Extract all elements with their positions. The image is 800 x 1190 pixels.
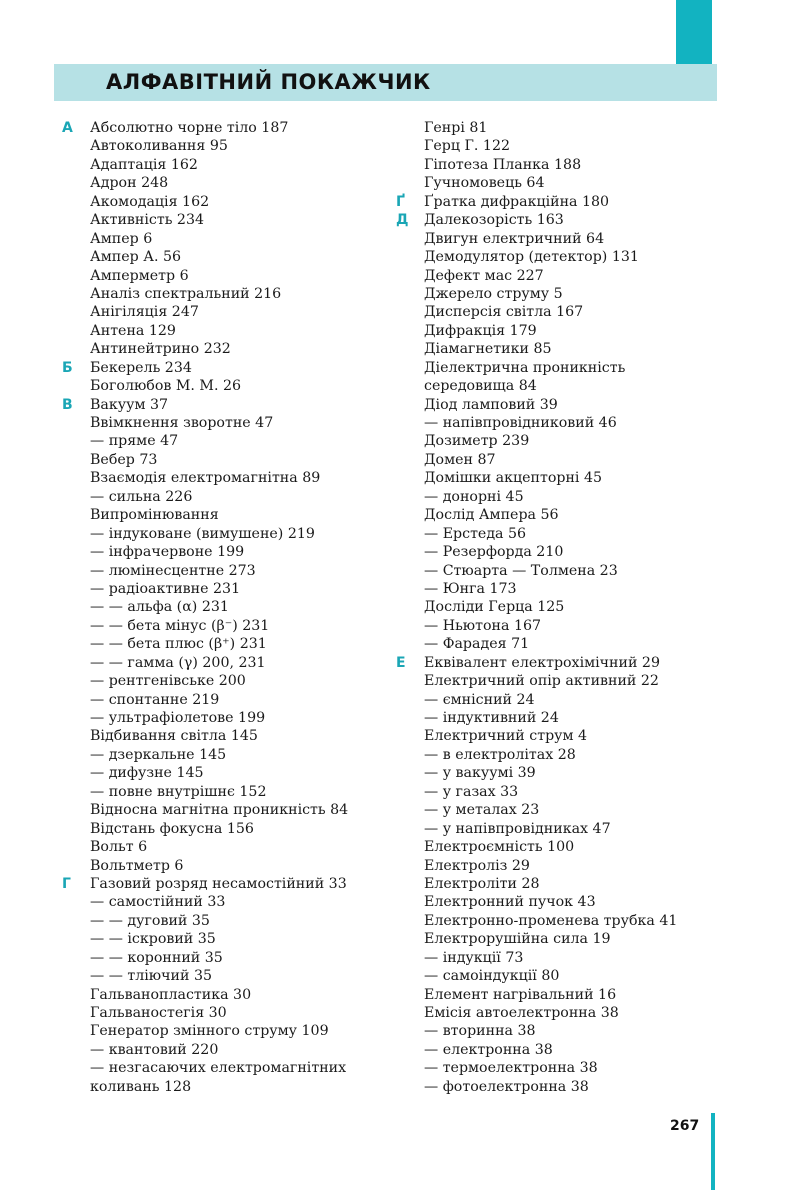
index-entry xyxy=(62,248,382,266)
index-entry xyxy=(62,672,382,690)
index-entry xyxy=(62,764,382,782)
index-entry-text: коливань 128 xyxy=(90,1078,192,1095)
index-entry-text: Електроліз 29 xyxy=(424,857,530,874)
section-letter: А xyxy=(62,120,73,136)
index-entry-text: Гальваностегія 30 xyxy=(90,1005,227,1021)
index-entry-text: Вольт 6 xyxy=(90,839,148,856)
index-entry-text: Гіпотеза Планка 188 xyxy=(424,156,582,173)
index-entry-text: Електроємність 100 xyxy=(424,839,575,856)
index-entry xyxy=(396,949,716,967)
index-entry xyxy=(396,119,716,137)
section-letter: Ґ xyxy=(396,193,405,210)
index-entry xyxy=(62,230,382,248)
index-entry-text: — — альфа (α) 231 xyxy=(90,599,229,616)
index-entry-text: — самостійний 33 xyxy=(90,894,226,911)
index-entry xyxy=(396,248,716,266)
index-entry xyxy=(62,912,382,930)
index-entry xyxy=(62,359,382,377)
index-entry-text: Діамагнетики 85 xyxy=(424,341,552,358)
index-entry-text: — радіоактивне 231 xyxy=(90,580,241,597)
index-entry xyxy=(62,488,382,506)
index-entry xyxy=(396,691,716,709)
index-entry xyxy=(396,617,716,635)
index-entry-text: — у вакуумі 39 xyxy=(424,765,536,782)
index-entry xyxy=(62,506,382,524)
index-entry-text: Дослід Ампера 56 xyxy=(424,507,559,524)
index-entry xyxy=(62,174,382,192)
index-entry xyxy=(62,451,382,469)
index-entry-text: — Юнга 173 xyxy=(424,580,517,597)
index-entry xyxy=(396,414,716,432)
index-entry xyxy=(62,1041,382,1059)
index-entry xyxy=(62,875,382,893)
index-entry-text: — Стюарта — Толмена 23 xyxy=(424,562,618,579)
index-entry-text: Амперметр 6 xyxy=(90,267,189,284)
index-entry xyxy=(62,691,382,709)
index-entry xyxy=(396,764,716,782)
index-entry xyxy=(62,727,382,745)
index-entry xyxy=(62,119,382,137)
index-entry xyxy=(62,617,382,635)
index-entry xyxy=(62,267,382,285)
index-entry xyxy=(62,414,382,432)
index-entry-text: середовища 84 xyxy=(424,378,537,395)
index-entry-text: — — іскровий 35 xyxy=(90,931,216,948)
index-entry-text: — Резерфорда 210 xyxy=(424,544,564,561)
index-entry-text: Ввімкнення зворотне 47 xyxy=(90,415,274,431)
index-entry xyxy=(396,396,716,414)
index-entry xyxy=(396,193,716,211)
index-entry xyxy=(62,709,382,727)
index-entry-text: Домішки акцепторні 45 xyxy=(424,470,603,487)
index-entry xyxy=(396,967,716,985)
index-entry-text: — повне внутрішнє 152 xyxy=(90,783,267,800)
index-entry-text: Відстань фокусна 156 xyxy=(90,820,254,837)
index-entry xyxy=(396,137,716,155)
index-entry xyxy=(62,838,382,856)
index-entry xyxy=(396,580,716,598)
index-entry-text: Двигун електричний 64 xyxy=(424,230,605,247)
section-letter: Д xyxy=(396,212,409,229)
index-entry-text: Електричний опір активний 22 xyxy=(424,673,659,690)
index-entry-text: — — бета мінус (β⁻) 231 xyxy=(90,617,270,634)
index-entry xyxy=(62,543,382,561)
index-entry xyxy=(62,469,382,487)
index-entry xyxy=(396,562,716,580)
index-entry-text: Акомодація 162 xyxy=(90,193,210,210)
index-entry-text: Адаптація 162 xyxy=(90,156,198,173)
index-entry xyxy=(396,488,716,506)
index-entry-text: — індуковане (вимушене) 219 xyxy=(90,525,315,542)
index-entry-text: Аналіз спектральний 216 xyxy=(90,285,282,302)
index-entry-text: — — коронний 35 xyxy=(90,949,223,966)
index-entry-text: — термоелектронна 38 xyxy=(424,1060,598,1077)
index-entry xyxy=(62,635,382,653)
index-entry xyxy=(62,156,382,174)
index-entry-text: Електронний пучок 43 xyxy=(424,894,596,911)
index-entry xyxy=(62,949,382,967)
index-entry xyxy=(62,746,382,764)
index-entry-text: — донорні 45 xyxy=(424,488,524,505)
index-entry xyxy=(62,322,382,340)
index-entry-text: — вторинна 38 xyxy=(424,1023,536,1040)
index-entry-text: — люмінесцентне 273 xyxy=(90,562,256,579)
index-entry-text: Герц Г. 122 xyxy=(424,138,510,155)
index-entry xyxy=(396,986,716,1004)
index-entry xyxy=(396,857,716,875)
index-entry xyxy=(396,506,716,524)
index-entry-text: — електронна 38 xyxy=(424,1041,553,1058)
index-entry-text: — самоіндукції 80 xyxy=(424,968,560,985)
index-entry-text: — — бета плюс (β⁺) 231 xyxy=(90,636,267,653)
index-column-left xyxy=(62,119,382,1096)
index-entry-text: Вакуум 37 xyxy=(90,396,169,413)
index-entry xyxy=(396,727,716,745)
index-entry-text: Досліди Герца 125 xyxy=(424,599,565,616)
index-entry-text: Відносна магнітна проникність 84 xyxy=(90,802,349,819)
index-entry-text: — сильна 226 xyxy=(90,488,193,505)
index-entry-text: Діелектрична проникність xyxy=(424,359,626,376)
index-entry xyxy=(396,156,716,174)
index-entry-text: Елемент нагрівальний 16 xyxy=(424,986,617,1003)
index-entry-text: Еквівалент електрохімічний 29 xyxy=(424,654,660,671)
index-entry xyxy=(62,1004,382,1022)
index-entry xyxy=(396,1004,716,1022)
index-entry-text: — Ерстеда 56 xyxy=(424,525,527,542)
index-entry-text: Випромінювання xyxy=(90,507,219,524)
index-entry-text: — Ньютона 167 xyxy=(424,617,542,634)
index-entry-text: — напівпровідниковий 46 xyxy=(424,415,617,431)
index-entry-text: Активність 234 xyxy=(90,212,205,229)
index-entry xyxy=(62,857,382,875)
index-entry-text: — ультрафіолетове 199 xyxy=(90,710,266,726)
index-entry xyxy=(396,543,716,561)
index-entry-text: Анігіляція 247 xyxy=(90,304,199,321)
index-entry xyxy=(62,562,382,580)
index-entry xyxy=(62,893,382,911)
page-edge-rule xyxy=(711,1113,715,1190)
index-entry-text: — — тліючий 35 xyxy=(90,968,213,985)
index-entry xyxy=(396,635,716,653)
index-entry xyxy=(62,967,382,985)
index-entry xyxy=(62,285,382,303)
index-entry-text: — у металах 23 xyxy=(424,802,540,819)
index-entry xyxy=(62,1078,382,1096)
index-entry-text: Вебер 73 xyxy=(90,451,158,468)
index-entry-text: Далекозорість 163 xyxy=(424,212,564,229)
index-entry-text: Ґратка дифракційна 180 xyxy=(424,193,610,210)
page-number: 267 xyxy=(670,1118,700,1134)
index-entry xyxy=(396,746,716,764)
section-letter: Б xyxy=(62,359,73,376)
index-entry xyxy=(62,1022,382,1040)
index-entry-text: Боголюбов М. М. 26 xyxy=(90,378,242,395)
index-entry-text: — рентгенівське 200 xyxy=(90,673,246,690)
index-entry-text: — фотоелектронна 38 xyxy=(424,1078,589,1095)
index-entry xyxy=(396,893,716,911)
index-entry-text: Газовий розряд несамостійний 33 xyxy=(90,875,347,892)
index-entry xyxy=(396,267,716,285)
index-entry xyxy=(62,340,382,358)
index-entry xyxy=(396,359,716,377)
index-entry-text: — спонтанне 219 xyxy=(90,691,220,708)
index-entry xyxy=(396,783,716,801)
index-entry xyxy=(396,654,716,672)
index-entry xyxy=(62,654,382,672)
index-entry-text: — — дуговий 35 xyxy=(90,912,210,929)
index-entry-text: — дзеркальне 145 xyxy=(90,746,227,763)
index-entry-text: Антена 129 xyxy=(90,322,176,339)
index-entry xyxy=(396,525,716,543)
index-entry xyxy=(396,820,716,838)
index-entry-text: — у напівпровідниках 47 xyxy=(424,820,611,837)
index-entry xyxy=(62,580,382,598)
index-entry xyxy=(396,1078,716,1096)
index-entry-text: Дисперсія світла 167 xyxy=(424,304,584,321)
index-entry xyxy=(396,340,716,358)
index-entry-text: Абсолютно чорне тіло 187 xyxy=(90,120,289,136)
index-entry xyxy=(396,377,716,395)
index-entry xyxy=(62,432,382,450)
index-entry-text: Електрорушійна сила 19 xyxy=(424,931,611,948)
index-entry-text: — в електролітах 28 xyxy=(424,746,576,763)
index-entry-text: — дифузне 145 xyxy=(90,765,204,782)
index-entry xyxy=(396,285,716,303)
index-entry-text: Електричний струм 4 xyxy=(424,728,588,745)
index-entry-text: Гучномовець 64 xyxy=(424,175,545,192)
index-entry-text: Ампер А. 56 xyxy=(90,249,182,266)
index-entry-text: Антинейтрино 232 xyxy=(90,341,231,358)
index-entry xyxy=(396,174,716,192)
index-entry xyxy=(62,211,382,229)
index-entry xyxy=(396,322,716,340)
index-entry xyxy=(396,875,716,893)
index-entry-text: — — гамма (γ) 200, 231 xyxy=(90,654,266,671)
index-entry-text: — ємнісний 24 xyxy=(424,691,535,708)
index-entry xyxy=(396,598,716,616)
index-entry-text: Електронно-променева трубка 41 xyxy=(424,912,678,929)
index-entry xyxy=(62,820,382,838)
index-entry xyxy=(62,930,382,948)
index-entry-text: Адрон 248 xyxy=(90,175,169,192)
index-entry-text: Автоколивання 95 xyxy=(90,138,228,155)
top-accent-tab xyxy=(676,0,712,64)
index-entry-text: — у газах 33 xyxy=(424,783,519,800)
index-entry-text: — індуктивний 24 xyxy=(424,710,559,726)
index-entry-text: Бекерель 234 xyxy=(90,359,192,376)
section-letter: Г xyxy=(62,875,71,892)
index-entry xyxy=(62,303,382,321)
index-entry xyxy=(396,1059,716,1077)
index-entry xyxy=(396,1022,716,1040)
index-entry xyxy=(396,930,716,948)
index-entry xyxy=(396,709,716,727)
index-entry xyxy=(62,193,382,211)
index-entry xyxy=(62,137,382,155)
index-entry-text: Дифракція 179 xyxy=(424,322,537,339)
index-entry-text: Дефект мас 227 xyxy=(424,267,544,284)
index-entry-text: Генрі 81 xyxy=(424,120,488,136)
index-entry xyxy=(396,838,716,856)
index-entry-text: Електроліти 28 xyxy=(424,875,540,892)
index-entry xyxy=(62,783,382,801)
index-entry xyxy=(396,1041,716,1059)
index-entry xyxy=(62,986,382,1004)
index-entry xyxy=(396,469,716,487)
index-entry xyxy=(62,598,382,616)
index-entry-text: Відбивання світла 145 xyxy=(90,728,258,745)
index-entry-text: Вольтметр 6 xyxy=(90,857,184,874)
index-entry-text: — пряме 47 xyxy=(90,433,179,450)
index-entry-text: Домен 87 xyxy=(424,451,496,468)
index-entry-text: — квантовий 220 xyxy=(90,1041,219,1058)
index-column-right xyxy=(396,119,716,1096)
index-entry-text: Гальванопластика 30 xyxy=(90,986,252,1003)
index-entry-text: Емісія автоелектронна 38 xyxy=(424,1005,619,1021)
index-entry xyxy=(396,912,716,930)
index-entry-text: — незгасаючих електромагнітних xyxy=(90,1060,347,1077)
index-entry xyxy=(396,211,716,229)
index-entry xyxy=(396,801,716,819)
index-entry-text: Дозиметр 239 xyxy=(424,433,530,450)
index-entry xyxy=(62,377,382,395)
index-entry xyxy=(62,801,382,819)
section-letter: В xyxy=(62,396,73,413)
index-entry-text: Взаємодія електромагнітна 89 xyxy=(90,470,321,487)
index-entry xyxy=(396,672,716,690)
page-title: АЛФАВІТНИЙ ПОКАЖЧИК xyxy=(106,70,431,94)
section-letter: Е xyxy=(396,654,406,671)
index-entry xyxy=(62,396,382,414)
index-entry-text: — Фарадея 71 xyxy=(424,636,530,653)
index-entry xyxy=(62,1059,382,1077)
index-entry-text: Демодулятор (детектор) 131 xyxy=(424,249,639,266)
index-entry-text: Джерело струму 5 xyxy=(424,285,563,302)
index-entry xyxy=(396,303,716,321)
index-entry-text: — індукції 73 xyxy=(424,949,524,966)
index-entry xyxy=(396,230,716,248)
index-entry xyxy=(396,432,716,450)
index-entry xyxy=(396,451,716,469)
index-entry-text: — інфрачервоне 199 xyxy=(90,544,245,561)
index-entry xyxy=(62,525,382,543)
index-entry-text: Діод ламповий 39 xyxy=(424,396,558,413)
index-entry-text: Ампер 6 xyxy=(90,230,153,247)
index-entry-text: Генератор змінного струму 109 xyxy=(90,1023,329,1040)
